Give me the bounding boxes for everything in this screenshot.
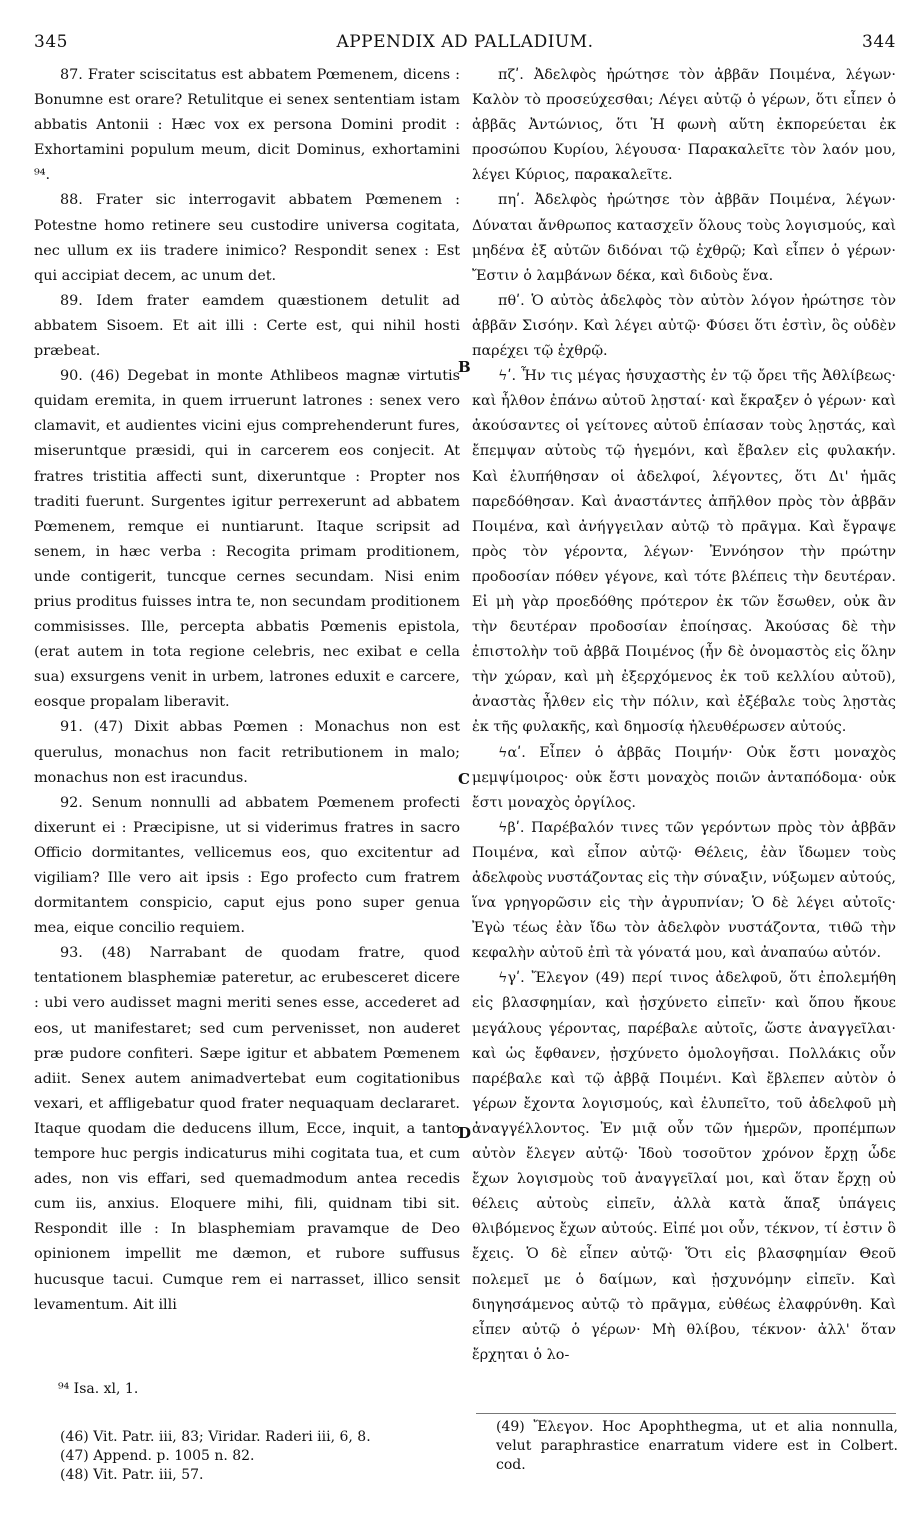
- note-46: (46) Vit. Patr. iii, 83; Viridar. Raderi iii, 6, 8.: [60, 1429, 371, 1445]
- footnote: [58, 1380, 458, 1401]
- greek-column: [472, 63, 896, 1368]
- latin-paragraph-91: 91. (47) Dixit abbas Pœmen : Monachus non est querulus, monachus non facit retributionem in malo; monachus non est iracundus.: [34, 719, 460, 786]
- note-48: (48) Vit. Patr. iii, 57.: [60, 1467, 204, 1483]
- greek-paragraph-90: ϟʹ. Ἦν τις μέγας ἡσυχαστὴς ἐν τῷ ὄρει τῆς Ἀθλίβεως· καὶ ἦλθον ἐπάνω αὐτοῦ λῃσταί· καὶ ἔκραξεν ὁ γέρων· καὶ ἀκούσαντες οἱ γείτονες αὐτοῦ ἐπίασαν τοὺς λῃστάς, καὶ ἔπεμψαν αὐτοὺς τῷ ἡγεμόνι, καὶ ἔβαλεν εἰς φυλακήν. Καὶ ἐλυπήθησαν οἱ ἀδελφοί, λέγοντες, ὅτι Δι' ἡμᾶς παρεδόθησαν. Καὶ ἀναστάντες ἀπῆλθον πρὸς τὸν ἀββᾶν Ποιμένα, καὶ ἀνήγγειλαν αὐτῷ τὸ πρᾶγμα. Καὶ ἔγραψε πρὸς τὸν γέροντα, λέγων· Ἐννόησον τὴν πρώτην προδοσίαν πόθεν γέγονε, καὶ τότε βλέπεις τὴν δευτέραν. Εἰ μὴ γὰρ προεδόθης πρότερον ἐκ τῶν ἔσωθεν, οὐκ ἂν τὴν δευτέραν προδοσίαν ἐποίησας. Ἀκούσας δὲ τὴν ἐπιστολὴν τοῦ ἀββᾶ Ποιμένος (ἦν δὲ ὀνομαστὸς εἰς ὅλην τὴν χώραν, καὶ μὴ ἐξερχόμενος ἐκ τοῦ κελλίου αὐτοῦ), ἀναστὰς ἦλθεν εἰς τὴν πόλιν, καὶ ἐξέβαλε τοὺς λῃστὰς ἐκ τῆς φυλακῆς, καὶ δημοσίᾳ ἠλευθέρωσεν αὐτούς.: [472, 368, 896, 736]
- margin-marker-b: B: [458, 358, 471, 376]
- notes-left: [60, 1428, 460, 1485]
- latin-paragraph-88: 88. Frater sic interrogavit abbatem Pœmenem : Potestne homo retinere seu custodire universa cogitata, nec ullum ex iis tradere inimico? Respondit senex : Est qui accipiat decem, ac unum det.: [34, 192, 460, 284]
- latin-paragraph-90: 90. (46) Degebat in monte Athlibeos magnæ virtutis quidam eremita, in quem irruerunt latrones : senex vero clamavit, et audientes vicini ejus comprehenderunt fures, miseruntque præsidi, qui in carcerem eos conjecit. At fratres tristitia affecti sunt, dixeruntque : Propter nos traditi fuerunt. Surgentes igitur perrexerunt ad abbatem Pœmenem, remque ei nuntiarunt. Itaque scripsit ad senem, in hæc verba : Recogita primam proditionem, unde contigerit, tuncque cernes secundam. Nisi enim prius proditus fuisses intra te, non secundam proditionem commisisses. Ille, percepta abbatis Pœmenis epistola, (erat autem in tota regione celebris, nec exibat e cella sua) exsurgens venit in urbem, latrones eduxit e carcere, eosque propalam liberavit.: [34, 368, 460, 711]
- note-49: (49) Ἔλεγον. Hoc Apophthegma, ut et alia nonnulla, velut paraphrastice enarratum videre est in Colbert. cod.: [496, 1419, 898, 1473]
- margin-marker-d: D: [458, 1124, 472, 1142]
- note-47: (47) Append. p. 1005 n. 82.: [60, 1448, 255, 1464]
- notes-divider: [476, 1413, 896, 1414]
- greek-paragraph-89: πθʹ. Ὁ αὐτὸς ἀδελφὸς τὸν αὐτὸν λόγον ἠρώτησε τὸν ἀββᾶν Σισόην. Καὶ λέγει αὐτῷ· Φύσει ὅτι ἐστὶν, ὃς οὐδὲν παρέχει τῷ ἐχθρῷ.: [472, 292, 896, 360]
- page-header: [34, 32, 896, 56]
- latin-paragraph-92: 92. Senum nonnulli ad abbatem Pœmenem profecti dixerunt ei : Præcipisne, ut si viderimus fratres in sacro Officio dormitantes, vellicemus eos, quo excitentur ad vigiliam? Ille vero ait ipsis : Ego profecto cum fratrem dormitantem conspicio, caput ejus pono super genua mea, eique concilio requiem.: [34, 794, 460, 937]
- latin-column: [34, 63, 460, 1318]
- footnote-94: ⁹⁴ Isa. xl, 1.: [58, 1381, 139, 1397]
- page-number-right: 344: [862, 32, 896, 52]
- running-head: APPENDIX AD PALLADIUM.: [336, 32, 594, 52]
- greek-paragraph-87: πζʹ. Ἀδελφὸς ἠρώτησε τὸν ἀββᾶν Ποιμένα, λέγων· Καλὸν τὸ προσεύχεσθαι; Λέγει αὐτῷ ὁ γέρων, ὅτι εἶπεν ὁ ἀββᾶς Ἀντώνιος, ὅτι Ἡ φωνὴ αὕτη ἐκπορεύεται ἐκ προσώπου Κυρίου, λέγουσα· Παρακαλεῖτε τὸν λαόν μου, λέγει Κύριος, παρακαλεῖτε.: [472, 67, 896, 184]
- greek-paragraph-91: ϟαʹ. Εἶπεν ὁ ἀββᾶς Ποιμήν· Οὐκ ἔστι μοναχὸς μεμψίμοιρος· οὐκ ἔστι μοναχὸς ποιῶν ἀνταπόδομα· οὐκ ἔστι μοναχὸς ὀργίλος.: [472, 744, 896, 811]
- greek-paragraph-92: ϟβʹ. Παρέβαλόν τινες τῶν γερόντων πρὸς τὸν ἀββᾶν Ποιμένα, καὶ εἶπον αὐτῷ· Θέλεις, ἐὰν ἴδωμεν τοὺς ἀδελφοὺς νυστάζοντας εἰς τὴν σύναξιν, νύξωμεν αὐτούς, ἵνα γρηγορῶσιν εἰς τὴν ἀγρυπνίαν; Ὁ δὲ λέγει αὐτοῖς· Ἐγὼ τέως ἐὰν ἴδω τὸν ἀδελφὸν νυστάζοντα, τιθῶ τὴν κεφαλὴν αὐτοῦ ἐπὶ τὰ γόνατά μου, καὶ ἀναπαύω αὐτόν.: [472, 819, 896, 962]
- greek-paragraph-93: ϟγʹ. Ἔλεγον (49) περί τινος ἀδελφοῦ, ὅτι ἐπολεμήθη εἰς βλασφημίαν, καὶ ᾐσχύνετο εἰπεῖν· καὶ ὅπου ἤκουε μεγάλους γέροντας, παρέβαλε αὐτοῖς, ὥστε ἀναγγεῖλαι· καὶ ὡς ἔφθανεν, ᾐσχύνετο ὁμολογῆσαι. Πολλάκις οὖν παρέβαλε καὶ τῷ ἀββᾷ Ποιμένι. Καὶ ἔβλεπεν αὐτὸν ὁ γέρων ἔχοντα λογισμούς, καὶ ἐλυπεῖτο, τοῦ ἀδελφοῦ μὴ ἀναγγέλλοντος. Ἐν μιᾷ οὖν τῶν ἡμερῶν, προπέμπων αὐτὸν ἔλεγεν αὐτῷ· Ἰδοὺ τοσοῦτον χρόνον ἔρχῃ ὧδε ἔχων λογισμοὺς τοῦ ἀναγγεῖλαί μοι, καὶ ὅταν ἔρχῃ οὐ θέλεις αὐτοὺς εἰπεῖν, ἀλλὰ κατὰ ἅπαξ ὑπάγεις θλιβόμενος ἔχων αὐτούς. Εἰπέ μοι οὖν, τέκνον, τί ἐστιν ὃ ἔχεις. Ὁ δὲ εἶπεν αὐτῷ· Ὅτι εἰς βλασφημίαν Θεοῦ πολεμεῖ με ὁ δαίμων, καὶ ᾐσχυνόμην εἰπεῖν. Καὶ διηγησάμενος αὐτῷ τὸ πρᾶγμα, εὐθέως ἐλαφρύνθη. Καὶ εἶπεν αὐτῷ ὁ γέρων· Μὴ θλίβου, τέκνον· ἀλλ' ὅταν ἔρχηται ὁ λο-: [472, 970, 896, 1363]
- margin-marker-c: C: [458, 770, 470, 788]
- latin-paragraph-93: 93. (48) Narrabant de quodam fratre, quod tentationem blasphemiæ pateretur, ac erubesceret dicere : ubi vero audisset magni meriti senes esse, accederet ad eos, ut manifestaret; sed cum pervenisset, non auderet præ pudore confiteri. Sæpe igitur et abbatem Pœmenem adiit. Senex autem animadvertebat eum cogitationibus vexari, et affligebatur quod frater nequaquam declararet. Itaque quodam die deducens illum, Ecce, inquit, a tanto tempore huc pergis indicaturus mihi cogitata tua, et cum ades, non vis effari, sed quemadmodum antea recedis cum iis, anxius. Eloquere mihi, fili, quidnam tibi sit. Respondit ille : In blasphemiam pravamque de Deo opinionem impellit me dæmon, et rubore suffusus hucusque tacui. Cumque rem ei narrasset, illico sensit levamentum. Ait illi: [34, 945, 460, 1313]
- latin-paragraph-89: 89. Idem frater eamdem quæstionem detulit ad abbatem Sisoem. Et ait illi : Certe est, qui nihil hosti præbeat.: [34, 292, 460, 360]
- page-number-left: 345: [34, 32, 68, 52]
- latin-paragraph-87: 87. Frater sciscitatus est abbatem Pœmenem, dicens : Bonumne est orare? Retulitque ei senex sententiam istam abbatis Antonii : Hæc vox ex persona Domini prodit : Exhortamini populum meum, dicit Dominus, exhortamini ⁹⁴.: [34, 67, 460, 184]
- greek-paragraph-88: πηʹ. Ἀδελφὸς ἠρώτησε τὸν ἀββᾶν Ποιμένα, λέγων· Δύναται ἄνθρωπος κατασχεῖν ὅλους τοὺς λογισμούς, καὶ μηδένα ἐξ αὐτῶν διδόναι τῷ ἐχθρῷ; Καὶ εἶπεν ὁ γέρων· Ἔστιν ὁ λαμβάνων δέκα, καὶ διδοὺς ἕνα.: [472, 192, 896, 284]
